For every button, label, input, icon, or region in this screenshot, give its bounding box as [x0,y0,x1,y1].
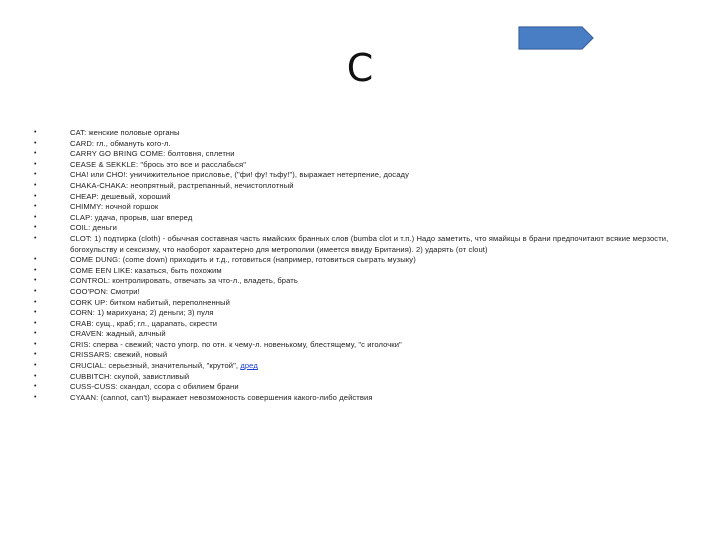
bullet-icon: • [34,383,37,391]
entry-text: CRAB: сущ., краб; гл., царапать, скрести [70,318,218,328]
entry-text: CAT: женские половые органы [70,128,180,137]
entry-text: CORK UP: битком набитый, переполненный [70,297,230,307]
bullet-icon: • [34,298,37,306]
list-item [34,308,674,319]
entry-text: CARD: гл., обмануть кого-л. [70,138,171,148]
bullet-icon: • [34,150,37,158]
list-item [34,340,674,351]
list-item [34,329,674,340]
bullet-icon: • [34,277,37,285]
entry-text: CUSS-CUSS: скандал, ссора с обилием брани [70,382,239,392]
entry-text: CRAVEN: жадный, алчный [70,329,166,339]
entry-text: COIL: деньги [70,223,117,233]
list-item [34,298,674,309]
entry-list [34,128,674,403]
entry-text: CHA! или CHO!: уничижительное присловье, ("фи! фу! тьфу!"), выражает нетерпение, досаду [70,170,409,180]
entry-text: CUBBITCH: скупой, завистливый [70,371,190,381]
list-item [34,202,674,213]
bullet-icon: • [34,160,37,168]
entry-text: CYAAN: (cannot, can't) выражает невозможность совершения какого-либо действия [70,392,373,402]
list-item [34,255,674,266]
bullet-icon: • [34,203,37,211]
list-item [34,170,674,181]
entry-text: CLOT: 1) подтирка (cloth) - обычная составная часть ямайских бранных слов (bumba clot и т.п.) Надо заметить, что ямайкцы в брани предпочитают всякие мерзости, богохульству и сексизму, что наоборот характерно для метрополии (имеется ввиду Британия). 2) ударять (от clout) [70,233,669,254]
entry-text: CARRY GO BRING COME: болтовня, сплетни [70,149,235,159]
bullet-icon: • [34,129,37,136]
list-item [34,393,674,404]
bullet-icon: • [34,139,37,147]
entry-text: CLAP: удача, прорыв, шаг вперед [70,212,193,222]
bullet-icon: • [34,234,37,242]
list-item [34,372,674,383]
entry-text: CHEAP: дешевый, хороший [70,191,171,201]
bullet-icon: • [34,309,37,317]
bullet-icon: • [34,340,37,348]
list-item [34,276,674,287]
bullet-icon: • [34,213,37,221]
list-item [34,234,674,255]
list-item [34,160,674,171]
entry-link[interactable]: дред [240,361,258,371]
bullet-icon: • [34,256,37,264]
entry-text: COO'PON: Смотри! [70,286,140,296]
bullet-icon: • [34,319,37,327]
bullet-icon: • [34,393,37,401]
bullet-icon: • [34,181,37,189]
page-title: C [346,46,374,90]
bullet-icon: • [34,362,37,370]
list-item [34,287,674,298]
entry-text: CRISSARS: свежий, новый [70,350,168,360]
list-item [34,192,674,203]
list-item [34,223,674,234]
list-item [34,128,674,139]
entry-text: CORN: 1) марихуана; 2) деньги; 3) пуля [70,308,214,318]
list-item [34,139,674,150]
bullet-icon: • [34,192,37,200]
entry-text: CRIS: сперва - свежий; часто упогр. по отн. к чему-л. новенькому, блестящему, "с иголочки" [70,339,402,349]
list-item [34,149,674,160]
entry-text: CEASE & SEKKLE: "брось это все и расслабься" [70,159,247,169]
bullet-icon: • [34,330,37,338]
entry-text: COME DUNG: (come down) приходить и т.д., готовиться (например, готовиться сыграть музыку) [70,255,416,265]
list-item [34,181,674,192]
bullet-icon: • [34,351,37,359]
list-item [34,213,674,224]
entry-text: COME EEN LIKE: казаться, быть похожим [70,265,222,275]
entry-text: CONTROL: контролировать, отвечать за что-л., владеть, брать [70,276,298,286]
bullet-icon: • [34,287,37,295]
list-item [34,319,674,330]
entry-text: CRUCIAL: серьезный, значительный, "крутой", [70,361,241,371]
bullet-icon: • [34,224,37,232]
list-item [34,361,674,372]
list-item [34,350,674,361]
list-item [34,382,674,393]
list-item [34,266,674,277]
bullet-icon: • [34,266,37,274]
entry-text: CHIMMY: ночной горшок [70,202,159,212]
entry-text: CHAKA-CHAKA: неопрятный, растрепанный, нечистоплотный [70,180,294,190]
bullet-icon: • [34,372,37,380]
bullet-icon: • [34,171,37,179]
